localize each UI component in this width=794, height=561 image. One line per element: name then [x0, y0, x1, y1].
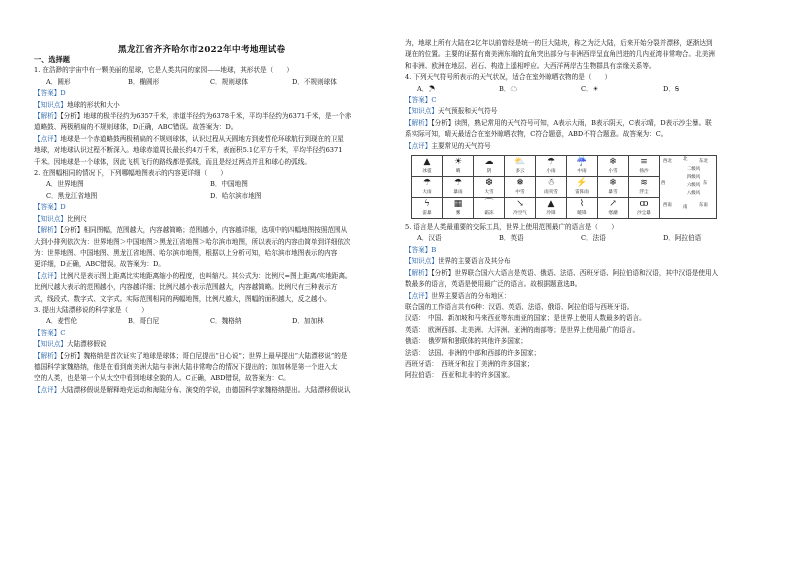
wind-level-label: 四级风 [687, 175, 701, 181]
wind-symbol-cell [660, 156, 717, 219]
weather-icon: ≋ [640, 178, 648, 189]
weather-icon: ☃ [546, 178, 556, 189]
text-line: 英语： 欧洲西部、北美洲、大洋洲、亚洲的南部等；是世界上使用最广的语言。 [405, 325, 640, 334]
weather-symbol-label: 多云 [515, 169, 525, 175]
answer-option: D．加加林 [292, 317, 324, 326]
annotation-text: 比例尺是表示图上距离比实地距离缩小的程度，也叫缩尺。其公式为：比例尺=图上距离/实地距离。 [60, 271, 352, 280]
weather-symbol-label: 暴雪 [608, 190, 618, 196]
weather-symbol-cell [474, 177, 505, 198]
text-line: 1. 在浩渺的宇宙中有一颗美丽的星球，它是人类共同的家园——地球，其形状是（ ） [34, 66, 293, 75]
text-line: 西班牙语： 西班牙和拉丁美洲的许多国家； [405, 359, 534, 368]
weather-icon: ☂ [453, 178, 463, 189]
weather-symbol-cell [443, 177, 474, 198]
answer-option: B．☁ [499, 84, 518, 93]
wind-direction-label: 东北 [699, 159, 708, 165]
annotated-line [405, 256, 765, 267]
weather-icon: ≡ [640, 157, 648, 168]
text-line: 德国科学家魏格纳，他是在看到南美洲大陆与非洲大陆非常吻合的情况下提出的；加加林是第一个进入太 [34, 362, 338, 371]
answer-option: A．☂ [417, 84, 435, 93]
annotated-line [405, 106, 765, 117]
annotated-line [34, 339, 394, 350]
weather-symbol-label: 雷暴 [422, 211, 432, 217]
annotation-text: 大陆漂移假说是解释地壳运动和海陆分布、演变的学说，由德国科学家魏格纳提出。大陆漂移假说认 [60, 385, 351, 394]
annotation-text: 世界主要语言的分布地区： [431, 291, 511, 300]
text-line: 5. 语言是人类最重要的交际工具，世界上使用范围最广的语言是（ ） [405, 223, 618, 232]
annotated-line [34, 225, 394, 236]
text-line: 系实际可知，晴天最适合在室外晾晒衣物，C符合题意，ABD不符合题意。故答案为：C。 [405, 130, 668, 139]
weather-icon: ↗ [609, 199, 617, 210]
text-line: 为：世界地图、中国地图、黑龙江省地图、哈尔滨市地图，根据以上分析可知，哈尔滨市地图表示的内容 [34, 248, 338, 257]
answer-option: C．法语 [581, 234, 606, 243]
weather-icon: ▲ [423, 157, 431, 168]
weather-symbol-label: 冷锋 [546, 211, 556, 217]
weather-symbol-label: 暴雨 [453, 190, 463, 196]
wind-direction-label: 东 [703, 181, 708, 187]
weather-symbol-label: 中雪 [515, 190, 525, 196]
annotation-text: 大陆漂移假说 [66, 340, 107, 349]
weather-symbol-cell [567, 177, 598, 198]
weather-symbol-label: 冷空气 [513, 211, 527, 217]
weather-icon: ▦ [453, 199, 463, 210]
annotation-tag: 【知识点】 [34, 340, 67, 349]
weather-icon: ❆ [485, 178, 493, 189]
weather-icon: ⛅ [514, 157, 526, 168]
weather-symbol-cell [412, 198, 443, 219]
weather-symbol-label: 沙尘暴 [637, 211, 651, 217]
annotation-tag: 【解析】 [34, 226, 61, 235]
text-line: 大到小排列依次为：世界地图＞中国地图＞黑龙江省地图＞哈尔滨市地图，所以表示的内容由简单到详细依次 [34, 237, 351, 246]
annotated-line [405, 141, 765, 152]
weather-symbol-cell [505, 198, 536, 219]
annotation-text: 比例尺 [66, 214, 87, 223]
answer-option: D．不规则球体 [292, 77, 337, 86]
annotation-text: 【分析】地球的极半径约为6357千米，赤道半径约为6378千米，平均半径约为6371千米，是一个赤 [60, 112, 352, 121]
weather-symbol-cell [536, 177, 567, 198]
annotated-line [405, 118, 765, 129]
weather-symbol-label: 雨夹雪 [544, 190, 558, 196]
weather-symbol-label: 大雪 [484, 190, 494, 196]
answer-option: D．阿拉伯语 [663, 234, 702, 243]
weather-symbol-label: 雷阵雨 [575, 190, 589, 196]
answer-option: B．中国地图 [210, 180, 248, 189]
weather-symbol-table [411, 155, 717, 219]
weather-symbol-cell [505, 156, 536, 177]
text-line: 【答案】D [34, 89, 66, 98]
weather-symbol-label: 晴 [455, 169, 461, 175]
text-line: 和非洲、欧洲在地层、岩石、构造上遥相呼应。大西洋两岸古生物群具有亲缘关系等。 [405, 61, 656, 70]
annotation-text: 【分析】相同图幅，范围越大，内容越简略；范围越小，内容越详细，选项中的四幅地图按照范围从 [60, 226, 348, 235]
weather-icon: ϟ [424, 199, 430, 210]
text-line: 法语： 法国、非洲的中部和西部的许多国家； [405, 348, 541, 357]
answer-option: C．黑龙江省地图 [46, 191, 98, 200]
weather-symbol-cell [598, 177, 629, 198]
text-line: 地球，对地球认识过程不断深入。地球赤道周长最长约4万千米，表面积5.1亿平方千米，平均半径约6371 [34, 146, 343, 155]
weather-symbol-cell [412, 177, 443, 198]
weather-icon: ↘ [516, 199, 524, 210]
answer-options [34, 77, 394, 88]
weather-symbol-cell [412, 156, 443, 177]
weather-icon: ❄ [609, 157, 617, 168]
weather-symbol-cell [505, 177, 536, 198]
weather-icon: ❄ [609, 178, 617, 189]
weather-symbol-label: 冰雹 [422, 169, 432, 175]
wind-direction-label: 西北 [663, 159, 672, 165]
annotated-line [34, 385, 394, 396]
wind-direction-label: 东南 [699, 203, 708, 209]
annotated-line [34, 100, 394, 111]
weather-icon: ☔ [576, 157, 588, 168]
weather-icon: ☂ [422, 178, 432, 189]
text-line: 4. 下列天气符号所表示的天气状况，适合在室外晾晒衣物的是（ ） [405, 73, 612, 82]
wind-symbol-diagram [661, 157, 713, 213]
text-line: 数最多的语言，英语是使用最广泛的语言。故根据题意选B。 [405, 280, 582, 289]
annotation-text: 世界的主要语言及其分布 [437, 257, 511, 266]
weather-symbol-cell [629, 198, 660, 219]
weather-icon: ▲ [547, 199, 555, 210]
answer-option: D．Ꞩ [663, 84, 680, 93]
weather-symbol-cell [443, 198, 474, 219]
weather-symbol-label: 小雨 [546, 169, 556, 175]
answer-option: A．世界地图 [46, 180, 84, 189]
weather-symbol-cell [536, 198, 567, 219]
weather-symbol-label: 浮尘 [639, 190, 649, 196]
text-line: 俄语： 俄罗斯和独联体的其他许多国家； [405, 337, 527, 346]
text-line: 道略鼓、两极稍扁的不规则球体，D正确，ABC错误。故答案为：D。 [34, 123, 238, 132]
weather-symbol-label: 阴 [486, 169, 492, 175]
annotated-line [34, 111, 394, 122]
weather-symbol-cell [598, 198, 629, 219]
weather-icon: ꝏ [639, 199, 649, 210]
annotated-line [34, 351, 394, 362]
answer-options [34, 191, 394, 202]
weather-symbol-label: 雾 [455, 211, 461, 217]
answer-option: D．哈尔滨市地图 [210, 191, 262, 200]
annotation-tag: 【点评】 [34, 134, 61, 143]
wind-level-label: 八级风 [687, 191, 701, 197]
text-line: 空的人类，也是第一个从太空中看到地球全貌的人。C正确，ABD错误，故答案为：C。 [34, 374, 290, 383]
weather-symbol-label: 小雪 [608, 169, 618, 175]
weather-symbol-cell [567, 156, 598, 177]
weather-symbol-cell [536, 156, 567, 177]
text-line: 为，地球上所有大陆在2亿年以前曾经是统一的巨大陆块，称之为泛大陆，后来开始分裂并漂移，逐渐达到 [405, 39, 713, 47]
weather-icon: ☀ [453, 157, 463, 168]
weather-icon: ⚡ [576, 178, 588, 189]
text-line: 更详细，D正确，ABC错误。故答案为：D。 [34, 260, 165, 269]
text-line: 联合国的工作语言共有6种：汉语、英语、法语、俄语、阿拉伯语与西班牙语。 [405, 302, 634, 311]
text-line: 【答案】D [34, 203, 66, 212]
answer-option [128, 191, 210, 202]
right-column-body [405, 38, 765, 382]
annotation-tag: 【解析】 [34, 351, 61, 360]
weather-symbol-cell [443, 156, 474, 177]
weather-icon: ☁ [484, 157, 494, 168]
answer-option: A．麦哲伦 [46, 317, 78, 326]
text-line: 阿拉伯语： 西亚和北非的许多国家。 [405, 371, 514, 380]
answer-option [292, 191, 374, 202]
answer-option: B．哥白尼 [128, 317, 160, 326]
weather-icon: ⌇ [579, 199, 585, 210]
text-line: 【答案】C [405, 96, 437, 105]
annotation-tag: 【点评】 [34, 385, 61, 394]
answer-options [34, 179, 394, 190]
annotation-text: 地球的形状和大小 [66, 100, 120, 109]
answer-option: C．☀ [581, 84, 599, 93]
weather-symbol-cell [474, 198, 505, 219]
answer-options [405, 84, 765, 95]
annotated-line [405, 268, 765, 279]
page-title: 黑龙江省齐齐哈尔市2022年中考地理试卷 [118, 45, 286, 55]
text-line: 3. 提出大陆漂移说的科学家是（ ） [34, 305, 148, 314]
left-column-body [34, 65, 394, 396]
annotation-tag: 【解析】 [34, 112, 61, 121]
annotated-line [34, 271, 394, 282]
weather-symbol-cell [474, 156, 505, 177]
text-line: 千米。因地球是一个球体，因此飞机飞行的路线都是弧线，而且是经过两点并且和球心的弧线。 [34, 157, 311, 166]
text-line: 现在的位置。主要的证据有南美洲东端的直角突出部分与非洲西岸呈直角凹进的几内亚湾非常吻合。北美洲 [405, 50, 715, 59]
weather-symbol-cell [598, 156, 629, 177]
text-line: 汉语： 中国、新加坡和马来西亚等东南亚的国家；是世界上使用人数最多的语言。 [405, 314, 646, 323]
answer-option [292, 179, 374, 190]
annotation-tag: 【知识点】 [34, 214, 67, 223]
annotation-tag: 【知识点】 [405, 257, 438, 266]
weather-icon: ⌒ [484, 199, 494, 210]
wind-direction-label: 北 [683, 157, 688, 163]
weather-icon: ❅ [516, 178, 524, 189]
wind-direction-label: 西 [661, 181, 666, 187]
answer-options [34, 316, 394, 327]
wind-direction-label: 西南 [663, 203, 672, 209]
annotated-line [405, 291, 765, 302]
answer-option: A．汉语 [417, 234, 442, 243]
annotation-text: 地球是一个赤道略鼓两极稍扁的不规则球体，认识过程从天圆地方到麦哲伦环球航行到现在的卫星 [60, 134, 344, 143]
answer-option: B．英语 [499, 234, 524, 243]
answer-option: B．椭圆形 [128, 77, 160, 86]
text-line: 式，线段式、数字式、文字式。实际范围相同的两幅地图，比例尺越大，图幅的面积越大，反之越小。 [34, 294, 331, 303]
annotation-tag: 【知识点】 [34, 100, 67, 109]
text-line: 2. 在图幅相同的情况下，下列哪幅地图表示的内容更详细（ ） [34, 169, 228, 178]
weather-symbol-cell [629, 156, 660, 177]
weather-symbol-cell [629, 177, 660, 198]
annotated-line [34, 214, 394, 225]
answer-option: C．魏格纳 [210, 317, 242, 326]
answer-option: C．规则球体 [210, 77, 249, 86]
wind-level-label: 二级风 [687, 167, 701, 173]
right-column [405, 0, 765, 382]
left-column [34, 0, 394, 396]
text-line: 【答案】B [405, 245, 437, 254]
weather-symbol-label: 中雨 [577, 169, 587, 175]
weather-symbol-label: 寒潮 [608, 211, 618, 217]
annotation-tag: 【解析】 [405, 268, 432, 277]
annotation-text: 天气预报和天气符号 [437, 107, 498, 116]
annotation-text: 【分析】魏格纳是首次证实了地球是球体；哥白尼提出“日心说”；世界上最早提出“大陆漂移说”的是 [60, 351, 348, 360]
annotation-tag: 【知识点】 [405, 107, 438, 116]
weather-symbol-label: 暖锋 [577, 211, 587, 217]
weather-symbol-label: 扬沙 [639, 169, 649, 175]
text-line: 比例尺越大表示的范围越小，内容越详细；比例尺越小表示范围越大，内容越简略。比例尺有三种表示方 [34, 283, 338, 292]
weather-symbol-label: 大雨 [422, 190, 432, 196]
annotated-line [34, 134, 394, 145]
annotation-tag: 【点评】 [405, 141, 432, 150]
annotation-tag: 【解析】 [405, 118, 432, 127]
wind-level-label: 六级风 [687, 183, 701, 189]
annotation-text: 主要常见的天气符号 [431, 141, 491, 150]
weather-symbol-label: 霜冻 [484, 211, 494, 217]
annotation-tag: 【点评】 [405, 291, 432, 300]
weather-symbol-cell [567, 198, 598, 219]
annotation-tag: 【点评】 [34, 271, 61, 280]
weather-icon: ☂ [546, 157, 556, 168]
annotation-text: 【分析】读图，熟记常用的天气符号可知，A表示大雨，B表示阴天，C表示晴，D表示沙尘暴。联 [431, 118, 712, 127]
annotation-text: 【分析】世界联合国六大语言是英语、俄语、法语、西班牙语、阿拉伯语和汉语，其中汉语是使用人 [431, 268, 719, 277]
answer-options [405, 233, 765, 244]
section-heading: 一、选择题 [34, 55, 70, 64]
answer-option [128, 179, 210, 190]
answer-option: A．圆形 [46, 77, 71, 86]
wind-direction-label: 南 [683, 205, 688, 211]
text-line: 【答案】C [34, 328, 66, 337]
